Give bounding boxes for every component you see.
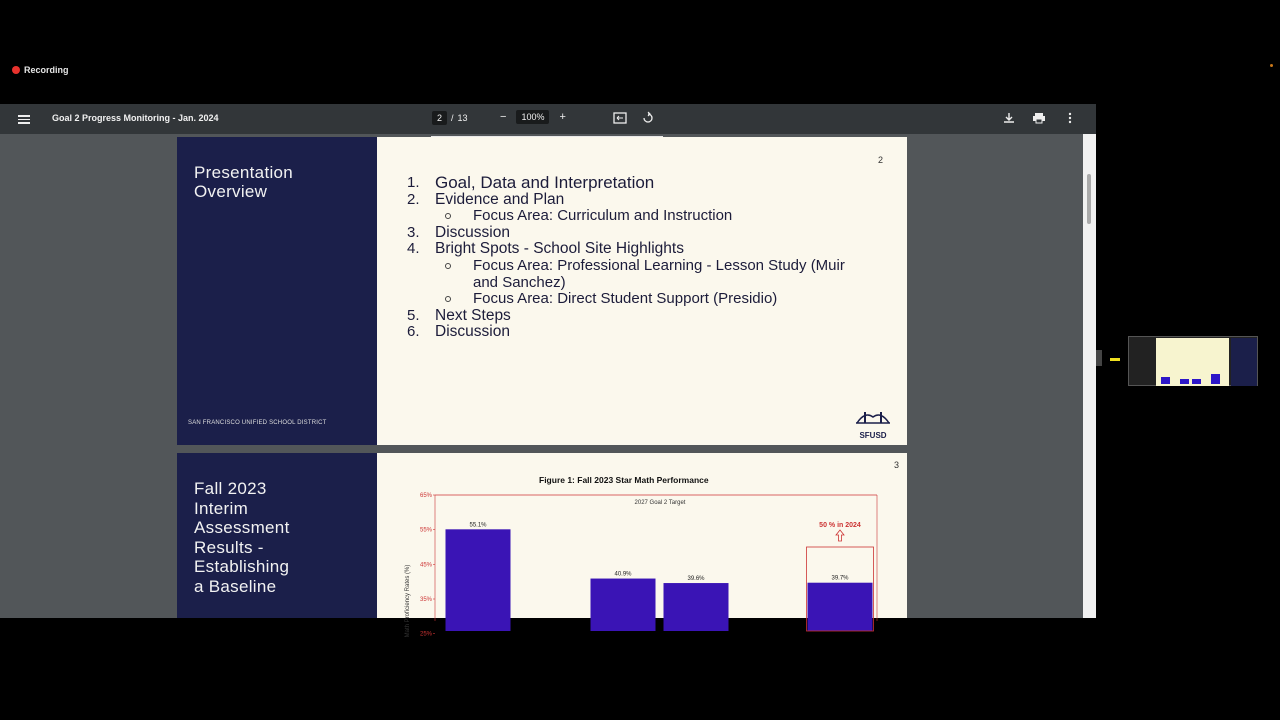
zoom-out-button[interactable]: −	[500, 111, 507, 123]
slide-title	[194, 479, 290, 596]
bullet-circle-icon	[445, 296, 451, 302]
title-line: Results -	[194, 537, 264, 557]
target-label: 2027 Goal 2 Target	[634, 500, 686, 506]
title-line: a Baseline	[194, 576, 277, 596]
thumbnail-bar	[1161, 377, 1170, 384]
status-dot-icon	[1270, 64, 1273, 67]
agenda-number: 5.	[407, 306, 420, 324]
golden-gate-logo-icon	[855, 409, 891, 425]
agenda-item	[403, 175, 873, 192]
annotation-label: 50 % in 2024	[819, 522, 861, 529]
chart-bar	[808, 583, 873, 631]
agenda-text: Next Steps	[435, 306, 511, 324]
thumbnail-sidebar	[1231, 338, 1257, 386]
thumbnail-slide	[1156, 338, 1229, 386]
chart-bar	[591, 579, 656, 631]
vertical-scrollbar[interactable]	[1083, 134, 1096, 618]
page-indicator	[432, 111, 468, 125]
agenda-subitem-text	[473, 291, 873, 308]
thumbnail-marker	[1110, 358, 1120, 361]
title-line: Overview	[194, 182, 268, 201]
bar-value-label: 40.9%	[614, 571, 632, 578]
thumbnail-bar	[1192, 379, 1201, 384]
recording-label: Recording	[24, 65, 69, 75]
y-tick-label: 25%	[419, 631, 432, 638]
agenda-number: 1.	[407, 174, 420, 191]
y-tick-label: 35%	[419, 597, 432, 603]
bar-value-label: 55.1%	[469, 522, 487, 529]
recording-dot-icon	[12, 66, 20, 74]
zoom-controls	[500, 110, 566, 124]
fit-page-icon[interactable]	[613, 112, 627, 124]
recording-indicator	[12, 65, 69, 75]
slide-presentation-overview	[177, 137, 907, 445]
panel-edge	[1096, 350, 1102, 366]
agenda-item	[403, 308, 873, 325]
agenda-text: Discussion	[435, 323, 510, 341]
more-options-icon[interactable]	[1063, 112, 1077, 124]
slide-title	[194, 163, 293, 201]
title-line: Fall 2023	[194, 479, 267, 498]
slide-number: 2	[877, 155, 883, 165]
slide-sidebar	[177, 137, 377, 445]
print-icon[interactable]	[1032, 112, 1046, 124]
agenda-subitem	[403, 258, 873, 291]
agenda-list	[403, 175, 873, 341]
scroll-thumb[interactable]	[1087, 174, 1091, 224]
chart-bar	[664, 583, 729, 631]
page-separator: /	[451, 113, 454, 123]
chart-bar	[446, 529, 511, 631]
sfusd-logo	[853, 409, 893, 439]
y-tick-label: 55%	[419, 527, 432, 534]
subitem-label: Focus Area: Curriculum and Instruction	[473, 207, 733, 225]
agenda-item	[403, 225, 873, 242]
agenda-number: 3.	[407, 223, 420, 241]
agenda-number: 4.	[407, 240, 420, 258]
subitem-label: Focus Area: Direct Student Support (Presidio)	[473, 290, 778, 308]
agenda-item	[403, 241, 873, 258]
title-line: Interim	[194, 498, 249, 518]
agenda-subitem	[403, 291, 873, 308]
figure-title: Figure 1: Fall 2023 Star Math Performance	[539, 475, 709, 485]
title-line: Presentation	[194, 163, 294, 182]
slide-sidebar	[177, 453, 377, 618]
bar-chart	[403, 491, 887, 638]
agenda-subitem-text	[473, 208, 873, 225]
bullet-circle-icon	[445, 263, 451, 269]
title-line: Establishing	[194, 557, 290, 576]
slide-assessment-results	[177, 453, 907, 638]
slide-number: 3	[893, 460, 899, 470]
bullet-circle-icon	[445, 213, 451, 219]
agenda-text: Discussion	[435, 223, 510, 241]
district-footer: SAN FRANCISCO UNIFIED SCHOOL DISTRICT	[188, 420, 327, 426]
agenda-text: Goal, Data and Interpretation	[435, 173, 655, 192]
subitem-label: Focus Area: Professional Learning - Lesson Study (Muir and Sanchez)	[473, 256, 845, 291]
video-thumbnail[interactable]	[1128, 336, 1258, 386]
thumbnail-bar	[1211, 374, 1220, 384]
download-icon[interactable]	[1002, 112, 1016, 124]
rotate-icon[interactable]	[641, 112, 655, 124]
y-axis-label: Math Proficiency Rates (%)	[405, 564, 411, 638]
pdf-toolbar	[0, 104, 1096, 134]
agenda-subitem	[403, 208, 873, 225]
total-pages: 13	[457, 113, 468, 123]
agenda-number: 6.	[407, 323, 420, 341]
title-line: Assessment	[194, 518, 290, 537]
bar-value-label: 39.7%	[831, 575, 849, 582]
thumbnail-bar	[1180, 379, 1189, 384]
y-tick-label: 65%	[419, 493, 432, 499]
menu-icon[interactable]	[18, 113, 32, 125]
y-tick-label: 45%	[419, 562, 432, 569]
agenda-item	[403, 324, 873, 341]
bar-value-label: 39.6%	[687, 576, 705, 583]
agenda-text: Evidence and Plan	[435, 190, 565, 208]
agenda-number: 2.	[407, 190, 420, 208]
zoom-in-button[interactable]: +	[559, 111, 566, 123]
agenda-text: Bright Spots - School Site Highlights	[435, 240, 684, 258]
up-arrow-icon	[836, 530, 844, 541]
agenda-subitem-text	[473, 258, 873, 291]
current-page-input[interactable]: 2	[432, 111, 447, 125]
zoom-level-input[interactable]: 100%	[516, 110, 549, 124]
logo-text: SFUSD	[859, 431, 887, 440]
document-title: Goal 2 Progress Monitoring - Jan. 2024	[52, 113, 219, 123]
agenda-item	[403, 192, 873, 209]
